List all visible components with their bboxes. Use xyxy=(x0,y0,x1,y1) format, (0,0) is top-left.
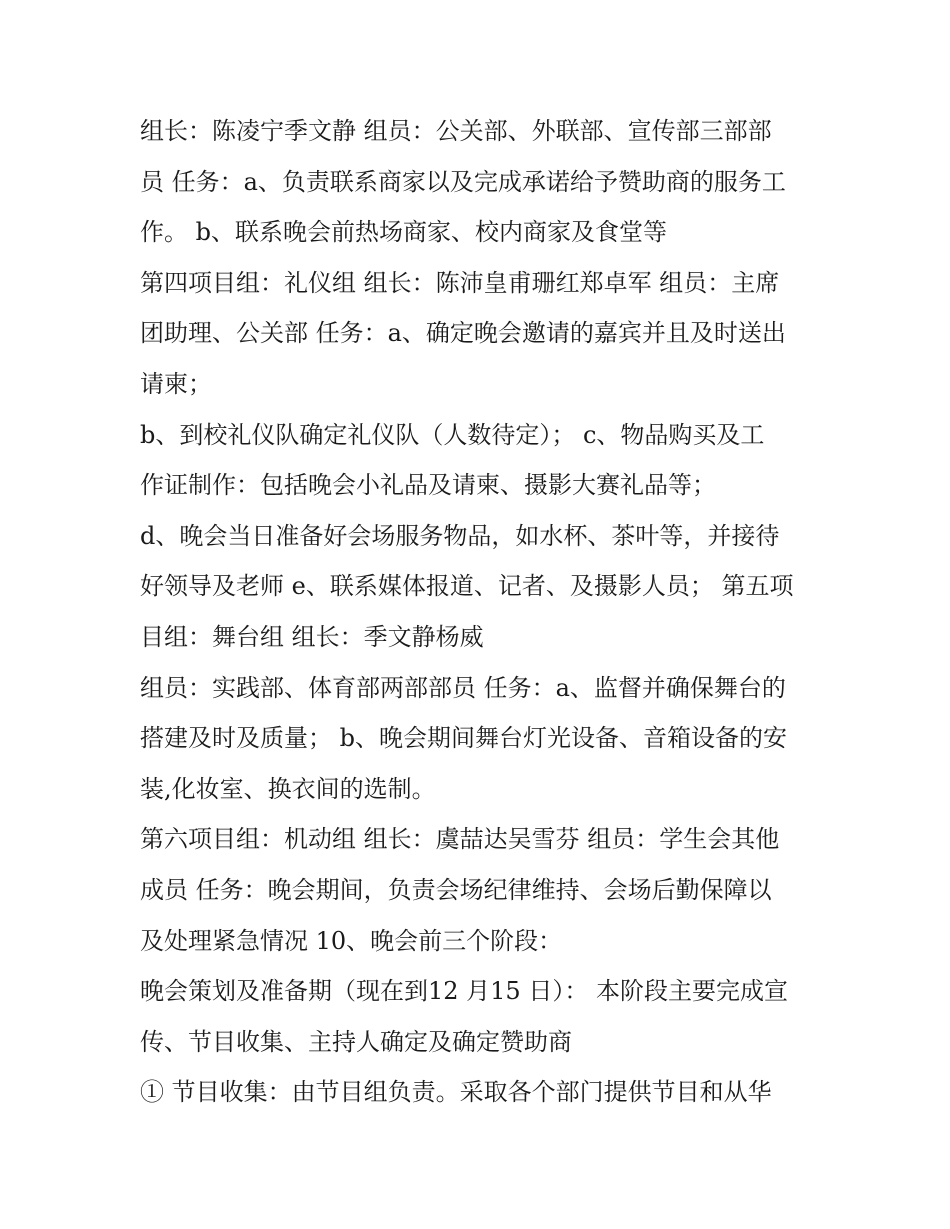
paragraph-mobile-group: 第六项目组：机动组 组长：虞喆达吴雪芬 组员：学生会其他 成员 任务：晚会期间，负责会场纪律维持、会场后勤保障以 及处理紧急情况 10、晚会前三个阶段： xyxy=(140,825,780,955)
paragraph-etiquette-tasks: b、到校礼仪队确定礼仪队（人数待定）； c、物品购买及工 作证制作：包括晚会小礼品及请柬、摄影大赛礼品等； xyxy=(140,420,765,500)
paragraph-reception-stage-group: d、晚会当日准备好会场服务物品，如水杯、茶叶等，并接待 好领导及老师 e、联系媒体报道、记者、及摄影人员； 第五项 目组：舞台组 组长：季文静杨威 xyxy=(140,521,794,651)
paragraph-etiquette-group: 第四项目组：礼仪组 组长：陈沛皇甫珊红郑卓军 组员：主席 团助理、公关部 任务：a、确定晚会邀请的嘉宾并且及时送出 请柬； xyxy=(140,268,786,398)
paragraph-program-collection: ① 节目收集：由节目组负责。采取各个部门提供节目和从华 xyxy=(140,1078,772,1107)
paragraph-stage-members: 组员：实践部、体育部两部部员 任务：a、监督并确保舞台的 搭建及时及质量； b、晚会期间舞台灯光设备、音箱设备的安 装,化妆室、换衣间的选制。 xyxy=(140,673,787,803)
document-body xyxy=(140,106,820,1118)
paragraph-publicity-group: 组长：陈凌宁季文静 组员：公关部、外联部、宣传部三部部 员 任务：a、负责联系商家以及完成承诺给予赞助商的服务工 作。 b、联系晚会前热场商家、校内商家及食堂等 xyxy=(140,117,786,247)
paragraph-planning-phase: 晚会策划及准备期（现在到12 月15 日）： 本阶段主要完成宣 传、节目收集、主持人确定及确定赞助商 xyxy=(140,977,788,1056)
